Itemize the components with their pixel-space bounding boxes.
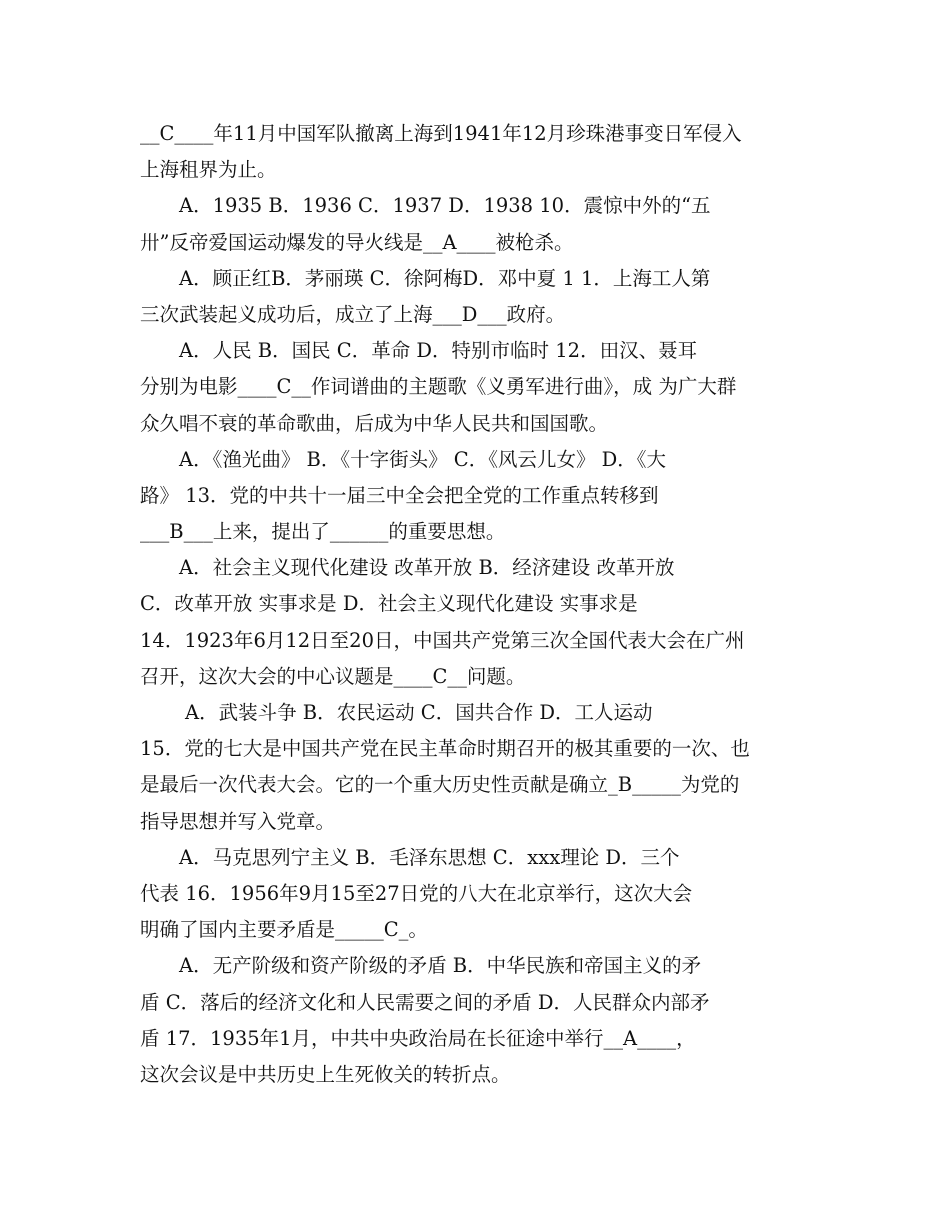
text-line: 这次会议是中共历史上生死攸关的转折点。 [140, 1062, 511, 1086]
text-line: 盾 17．1935年1月，中共中央政治局在长征途中举行__A____， [140, 1026, 696, 1050]
text-line: 14．1923年6月12日至20日，中国共产党第三次全国代表大会在广州 [140, 628, 745, 652]
text-line: 是最后一次代表大会。它的一个重大历史性贡献是确立_B_____为党的 [140, 773, 740, 797]
text-line: A．无产阶级和资产阶级的矛盾 B．中华民族和帝国主义的矛 [179, 954, 702, 978]
text-line: 盾 C．落后的经济文化和人民需要之间的矛盾 D．人民群众内部矛 [140, 990, 710, 1014]
text-line: 分别为电影____C__作词谱曲的主题歌《义勇军进行曲》，成 为广大群 [140, 375, 737, 399]
text-line: 路》 13．党的中共十一届三中全会把全党的工作重点转移到 [140, 483, 659, 507]
text-line: 众久唱不衰的革命歌曲，后成为中华人民共和国国歌。 [140, 411, 609, 435]
text-line: A．武装斗争 B．农民运动 C．国共合作 D．工人运动 [185, 701, 653, 724]
document-body [140, 116, 812, 1093]
text-line: 上海租界为止。 [140, 158, 277, 182]
text-line: 三次武装起义成功后，成立了上海___D___政府。 [140, 302, 566, 326]
text-line: A．人民 B．国民 C．革命 D．特别市临时 12．田汉、聂耳 [179, 339, 698, 363]
text-line: 明确了国内主要矛盾是_____C_。 [140, 918, 428, 942]
text-line: __C____年11月中国军队撤离上海到1941年12月珍珠港事变日军侵入 [140, 122, 742, 145]
text-line: A．马克思列宁主义 B．毛泽东思想 C．xxx理论 D．三个 [179, 845, 680, 869]
text-line: C．改革开放 实事求是 D．社会主义现代化建设 实事求是 [140, 592, 638, 616]
text-line: 指导思想并写入党章。 [140, 809, 336, 833]
text-line: ___B___上来，提出了______的重要思想。 [140, 520, 506, 544]
text-line: 15．党的七大是中国共产党在民主革命时期召开的极其重要的一次、也 [140, 737, 750, 761]
text-line: 卅”反帝爱国运动爆发的导火线是__A____被枪杀。 [140, 230, 574, 254]
text-line: A．社会主义现代化建设 改革开放 B．经济建设 改革开放 [179, 556, 675, 580]
text-line: 代表 16．1956年9月15至27日党的八大在北京举行，这次大会 [140, 881, 693, 905]
text-line: A．1935 B．1936 C．1937 D．1938 10．震惊中外的“五 [179, 194, 711, 218]
text-line: A．《渔光曲》 B．《十字街头》 C．《风云儿女》 D．《大 [179, 447, 667, 471]
text-line: A．顾正红B．茅丽瑛 C．徐阿梅D．邓中夏 1 1．上海工人第 [179, 266, 711, 290]
text-line: 召开，这次大会的中心议题是____C__问题。 [140, 664, 526, 688]
